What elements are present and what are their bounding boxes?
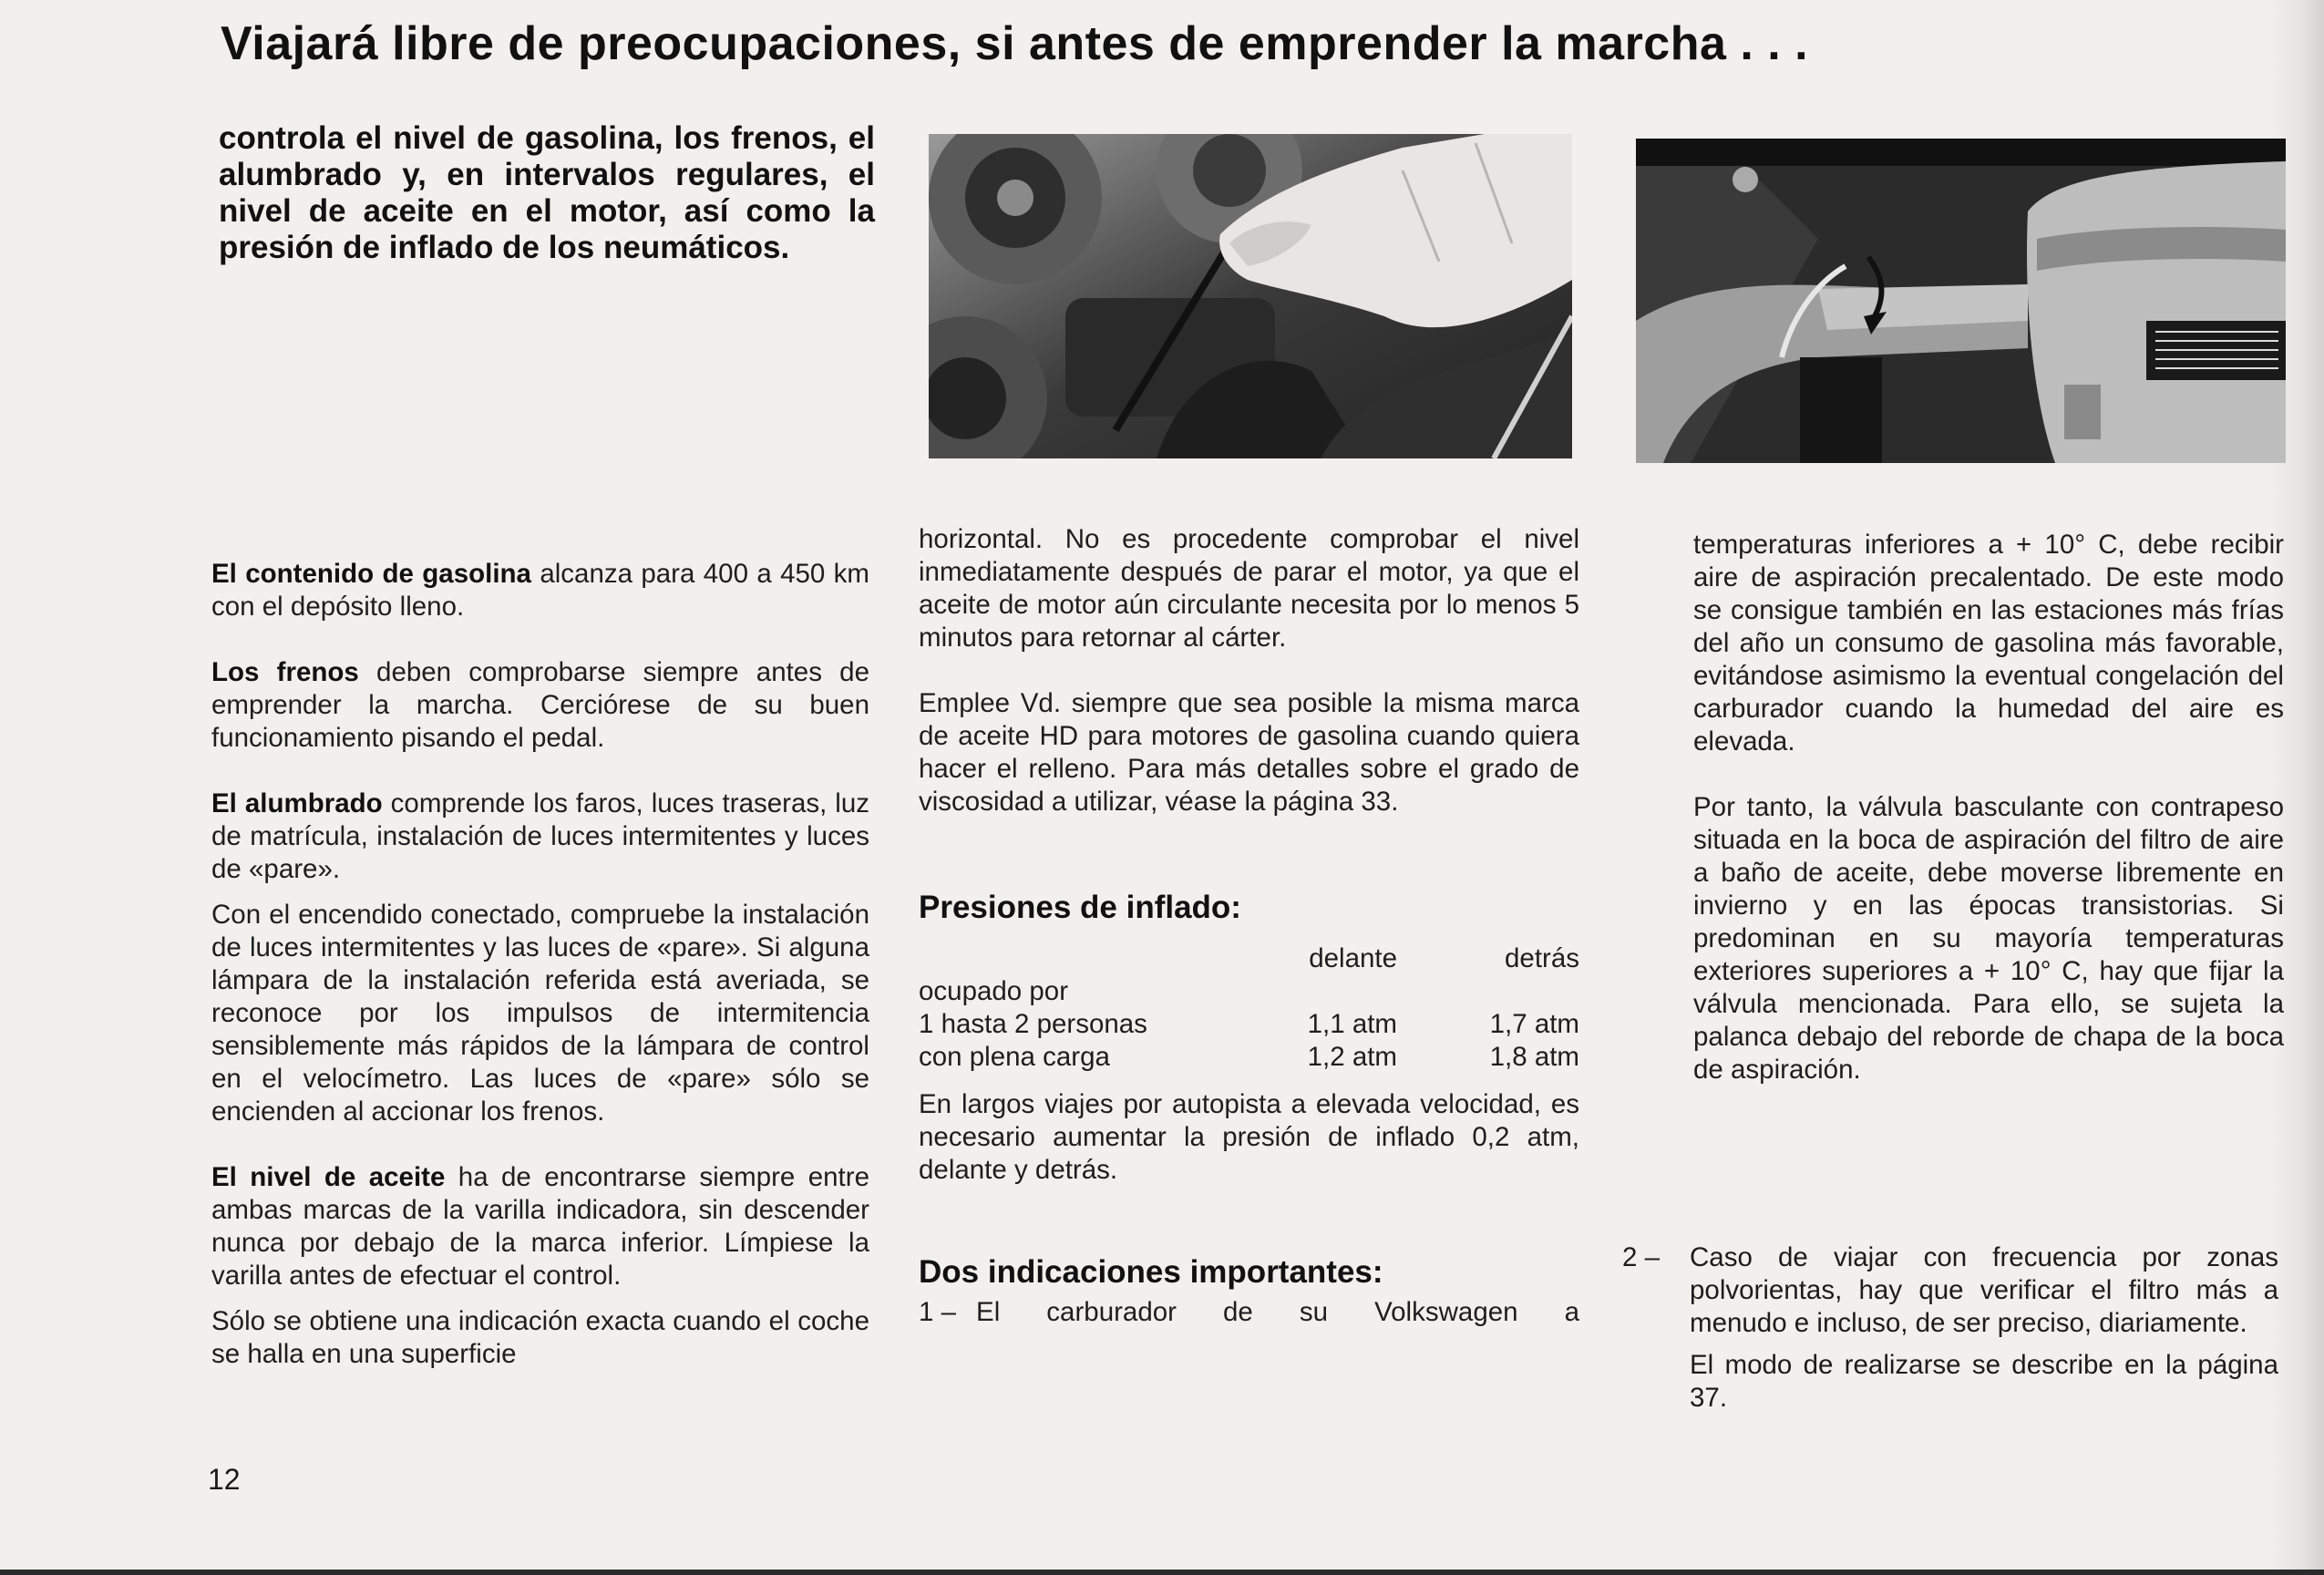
important-heading: Dos indicaciones importantes:	[919, 1254, 1383, 1290]
middle-column	[919, 523, 1579, 1329]
highway-paragraph: En largos viajes por autopista a elevada velocidad, es necesario aumentar la presión de inflado 0,2 atm, delante y detrás.	[919, 1089, 1579, 1185]
col-header-rear: detrás	[1505, 943, 1579, 973]
valve-paragraph: Por tanto, la válvula basculante con contrapeso situada en la boca de aspiración del filtro de aire a baño de aceite, debe moverse libremente en invierno y en las épocas transistorias. Si predominan en su mayoría temperaturas exteriores superiores a + 10° C, hay que fijar la válvula mencionada. Para ello, se sujeta la palanca debajo del reborde de chapa de la boca de aspiración.	[1693, 792, 2284, 1085]
exact-reading-paragraph: Sólo se obtiene una indicación exacta cuando el coche se halla en una superficie	[211, 1306, 869, 1369]
tire-pressure-table	[919, 942, 1579, 1074]
carburetor-paragraph: temperaturas inferiores a + 10° C, debe recibir aire de aspiración precalentado. De este modo se consigue también en las estaciones más frías del año un consumo de gasolina más favorable, evitándose asimismo la eventual congelación del carburador cuando la humedad del aire es elevada.	[1693, 530, 2284, 757]
brakes-paragraph	[211, 656, 869, 755]
table-row-caption: ocupado por	[919, 976, 1069, 1006]
left-column	[211, 558, 869, 1371]
brakes-text: deben comprobarse siempre antes de emprender la marcha. Cerciórese de su buen funcionamiento pisando el pedal.	[211, 657, 869, 753]
list-item	[919, 1296, 1579, 1329]
item1-text: El carburador de su Volkswagen a	[976, 1297, 1579, 1327]
item2-number: 2 –	[1622, 1242, 1661, 1272]
oil-level-paragraph	[211, 1161, 869, 1292]
lights-term: El alumbrado	[211, 788, 383, 818]
table-row	[919, 1041, 1579, 1074]
item2-text: Caso de viajar con frecuencia por zonas polvorientas, hay que verificar el filtro más a menudo e incluso, de ser preciso, diariamente.	[1690, 1242, 2278, 1338]
item2-text-reference: El modo de realizarse se describe en la página 37.	[1690, 1350, 2278, 1413]
fuel-text: alcanza para 400 a 450 km con el depósito lleno.	[211, 559, 869, 622]
front-pressure: 1,2 atm	[1307, 1042, 1397, 1072]
rear-pressure: 1,7 atm	[1489, 1009, 1579, 1039]
lights-text: comprende los faros, luces traseras, luz de matrícula, instalación de luces intermitentes y luces de «pare».	[211, 788, 870, 884]
item1-number: 1 –	[919, 1297, 957, 1327]
pressures-heading: Presiones de inflado:	[919, 890, 1241, 925]
page-number: 12	[208, 1463, 241, 1496]
air-filter-photo	[1636, 139, 2286, 463]
table-row	[919, 1008, 1579, 1041]
page-title: Viajará libre de preocupaciones, si antes de emprender la marcha . . .	[221, 17, 1809, 70]
col-header-front: delante	[1309, 943, 1397, 973]
right-column	[1693, 529, 2284, 1086]
oil-level-term: El nivel de aceite	[211, 1162, 446, 1192]
lights-paragraph	[211, 788, 869, 886]
oil-level-text: ha de encontrarse siempre entre ambas marcas de la varilla indicadora, sin descender nunca por debajo de la marca inferior. Límpiese la varilla antes de efectuar el control.	[211, 1162, 869, 1291]
table-row-caption-blank	[919, 942, 1260, 975]
rear-pressure: 1,8 atm	[1489, 1042, 1579, 1072]
oil-dipstick-photo	[929, 134, 1572, 458]
fuel-paragraph	[211, 558, 869, 623]
table-caption-row	[919, 975, 1579, 1008]
row-label: 1 hasta 2 personas	[919, 1009, 1147, 1039]
lights-check-paragraph: Con el encendido conectado, compruebe la instalación de luces intermitentes y las luces de «pare». Si alguna lámpara de la instalación referida está averiada, se reconoce por los impulsos de intermitencia sensiblemente más rápidos de la lámpara de control en el velocímetro. Las luces de «pare» sólo se encienden al accionar los frenos.	[211, 900, 869, 1127]
front-pressure: 1,1 atm	[1307, 1009, 1397, 1039]
page-bottom-edge	[0, 1570, 2324, 1575]
oil-brand-paragraph: Emplee Vd. siempre que sea posible la misma marca de aceite HD para motores de gasolina cuando quiera hacer el relleno. Para más detalles sobre el grado de viscosidad a utilizar, véase la página 33.	[919, 688, 1579, 817]
brakes-term: Los frenos	[211, 657, 359, 687]
oil-wait-paragraph: horizontal. No es procedente comprobar el nivel inmediatamente después de parar el motor, ya que el aceite de motor aún circulante necesita por lo menos 5 minutos para retornar al cárter.	[919, 524, 1579, 653]
table-header-row	[919, 942, 1579, 975]
list-item	[1622, 1241, 2278, 1442]
fuel-term: El contenido de gasolina	[211, 559, 531, 589]
intro-paragraph: controla el nivel de gasolina, los frenos, el alumbrado y, en intervalos regulares, el nivel de aceite en el motor, así como la presión de inflado de los neumáticos.	[219, 120, 875, 265]
row-label: con plena carga	[919, 1042, 1110, 1072]
